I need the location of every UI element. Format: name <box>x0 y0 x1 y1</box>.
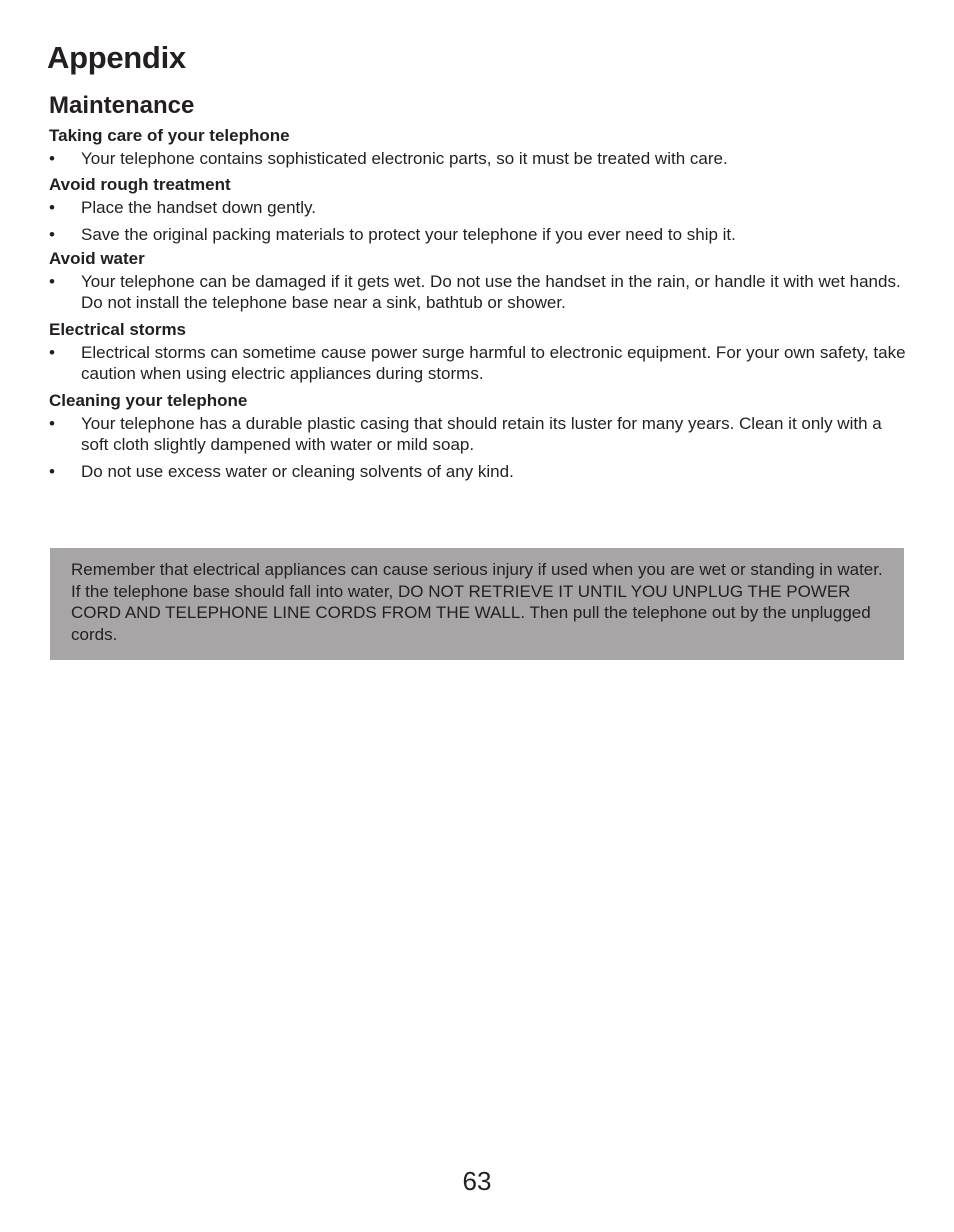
list-item <box>49 197 909 218</box>
list-item <box>49 413 909 455</box>
list-item <box>49 271 909 313</box>
bullet-icon: • <box>49 462 55 481</box>
bullet-icon: • <box>49 198 55 217</box>
list-item-text: Your telephone has a durable plastic casing that should retain its luster for many years. Clean it only with a soft cloth slightly dampened with water or mild soap. <box>81 414 882 454</box>
list-item-text: Your telephone contains sophisticated electronic parts, so it must be treated with care. <box>81 149 728 168</box>
subheading-taking-care: Taking care of your telephone <box>49 126 290 145</box>
page-number: 63 <box>462 1166 492 1196</box>
maintenance-content <box>49 124 909 482</box>
subheading-electrical-storms: Electrical storms <box>49 320 187 339</box>
list-item <box>49 148 909 169</box>
bullet-list-avoid-water <box>49 271 909 313</box>
list-item <box>49 342 909 384</box>
bullet-list-taking-care <box>49 148 909 169</box>
bullet-icon: • <box>49 414 55 433</box>
list-item-text: Save the original packing materials to protect your telephone if you ever need to ship it. <box>81 225 736 244</box>
list-item-text: Your telephone can be damaged if it gets wet. Do not use the handset in the rain, or handle it with wet hands. Do not install the telephone base near a sink, bathtub or shower. <box>81 272 901 312</box>
subheading-cleaning: Cleaning your telephone <box>49 391 248 410</box>
bullet-icon: • <box>49 225 55 244</box>
bullet-list-avoid-rough-treatment <box>49 197 909 245</box>
list-item-text: Place the handset down gently. <box>81 198 317 217</box>
section-title: Maintenance <box>49 92 195 119</box>
subheading-avoid-rough-treatment: Avoid rough treatment <box>49 175 231 194</box>
warning-box <box>50 548 904 660</box>
bullet-icon: • <box>49 149 55 168</box>
subheading-avoid-water: Avoid water <box>49 249 145 268</box>
list-item-text: Electrical storms can sometime cause power surge harmful to electronic equipment. For your own safety, take caution when using electric appliances during storms. <box>81 343 906 383</box>
bullet-icon: • <box>49 272 55 291</box>
bullet-icon: • <box>49 343 55 362</box>
page-title: Appendix <box>47 40 186 75</box>
list-item <box>49 461 909 482</box>
list-item <box>49 224 909 245</box>
list-item-text: Do not use excess water or cleaning solvents of any kind. <box>81 462 514 481</box>
bullet-list-cleaning <box>49 413 909 482</box>
bullet-list-electrical-storms <box>49 342 909 384</box>
warning-text: Remember that electrical appliances can cause serious injury if used when you are wet or standing in water. If the telephone base should fall into water, DO NOT RETRIEVE IT UNTIL YOU UNPLUG THE POWER CORD AND TELEPHONE LINE CORDS FROM THE WALL. Then pull the telephone out by the unplugged cords. <box>71 560 883 644</box>
